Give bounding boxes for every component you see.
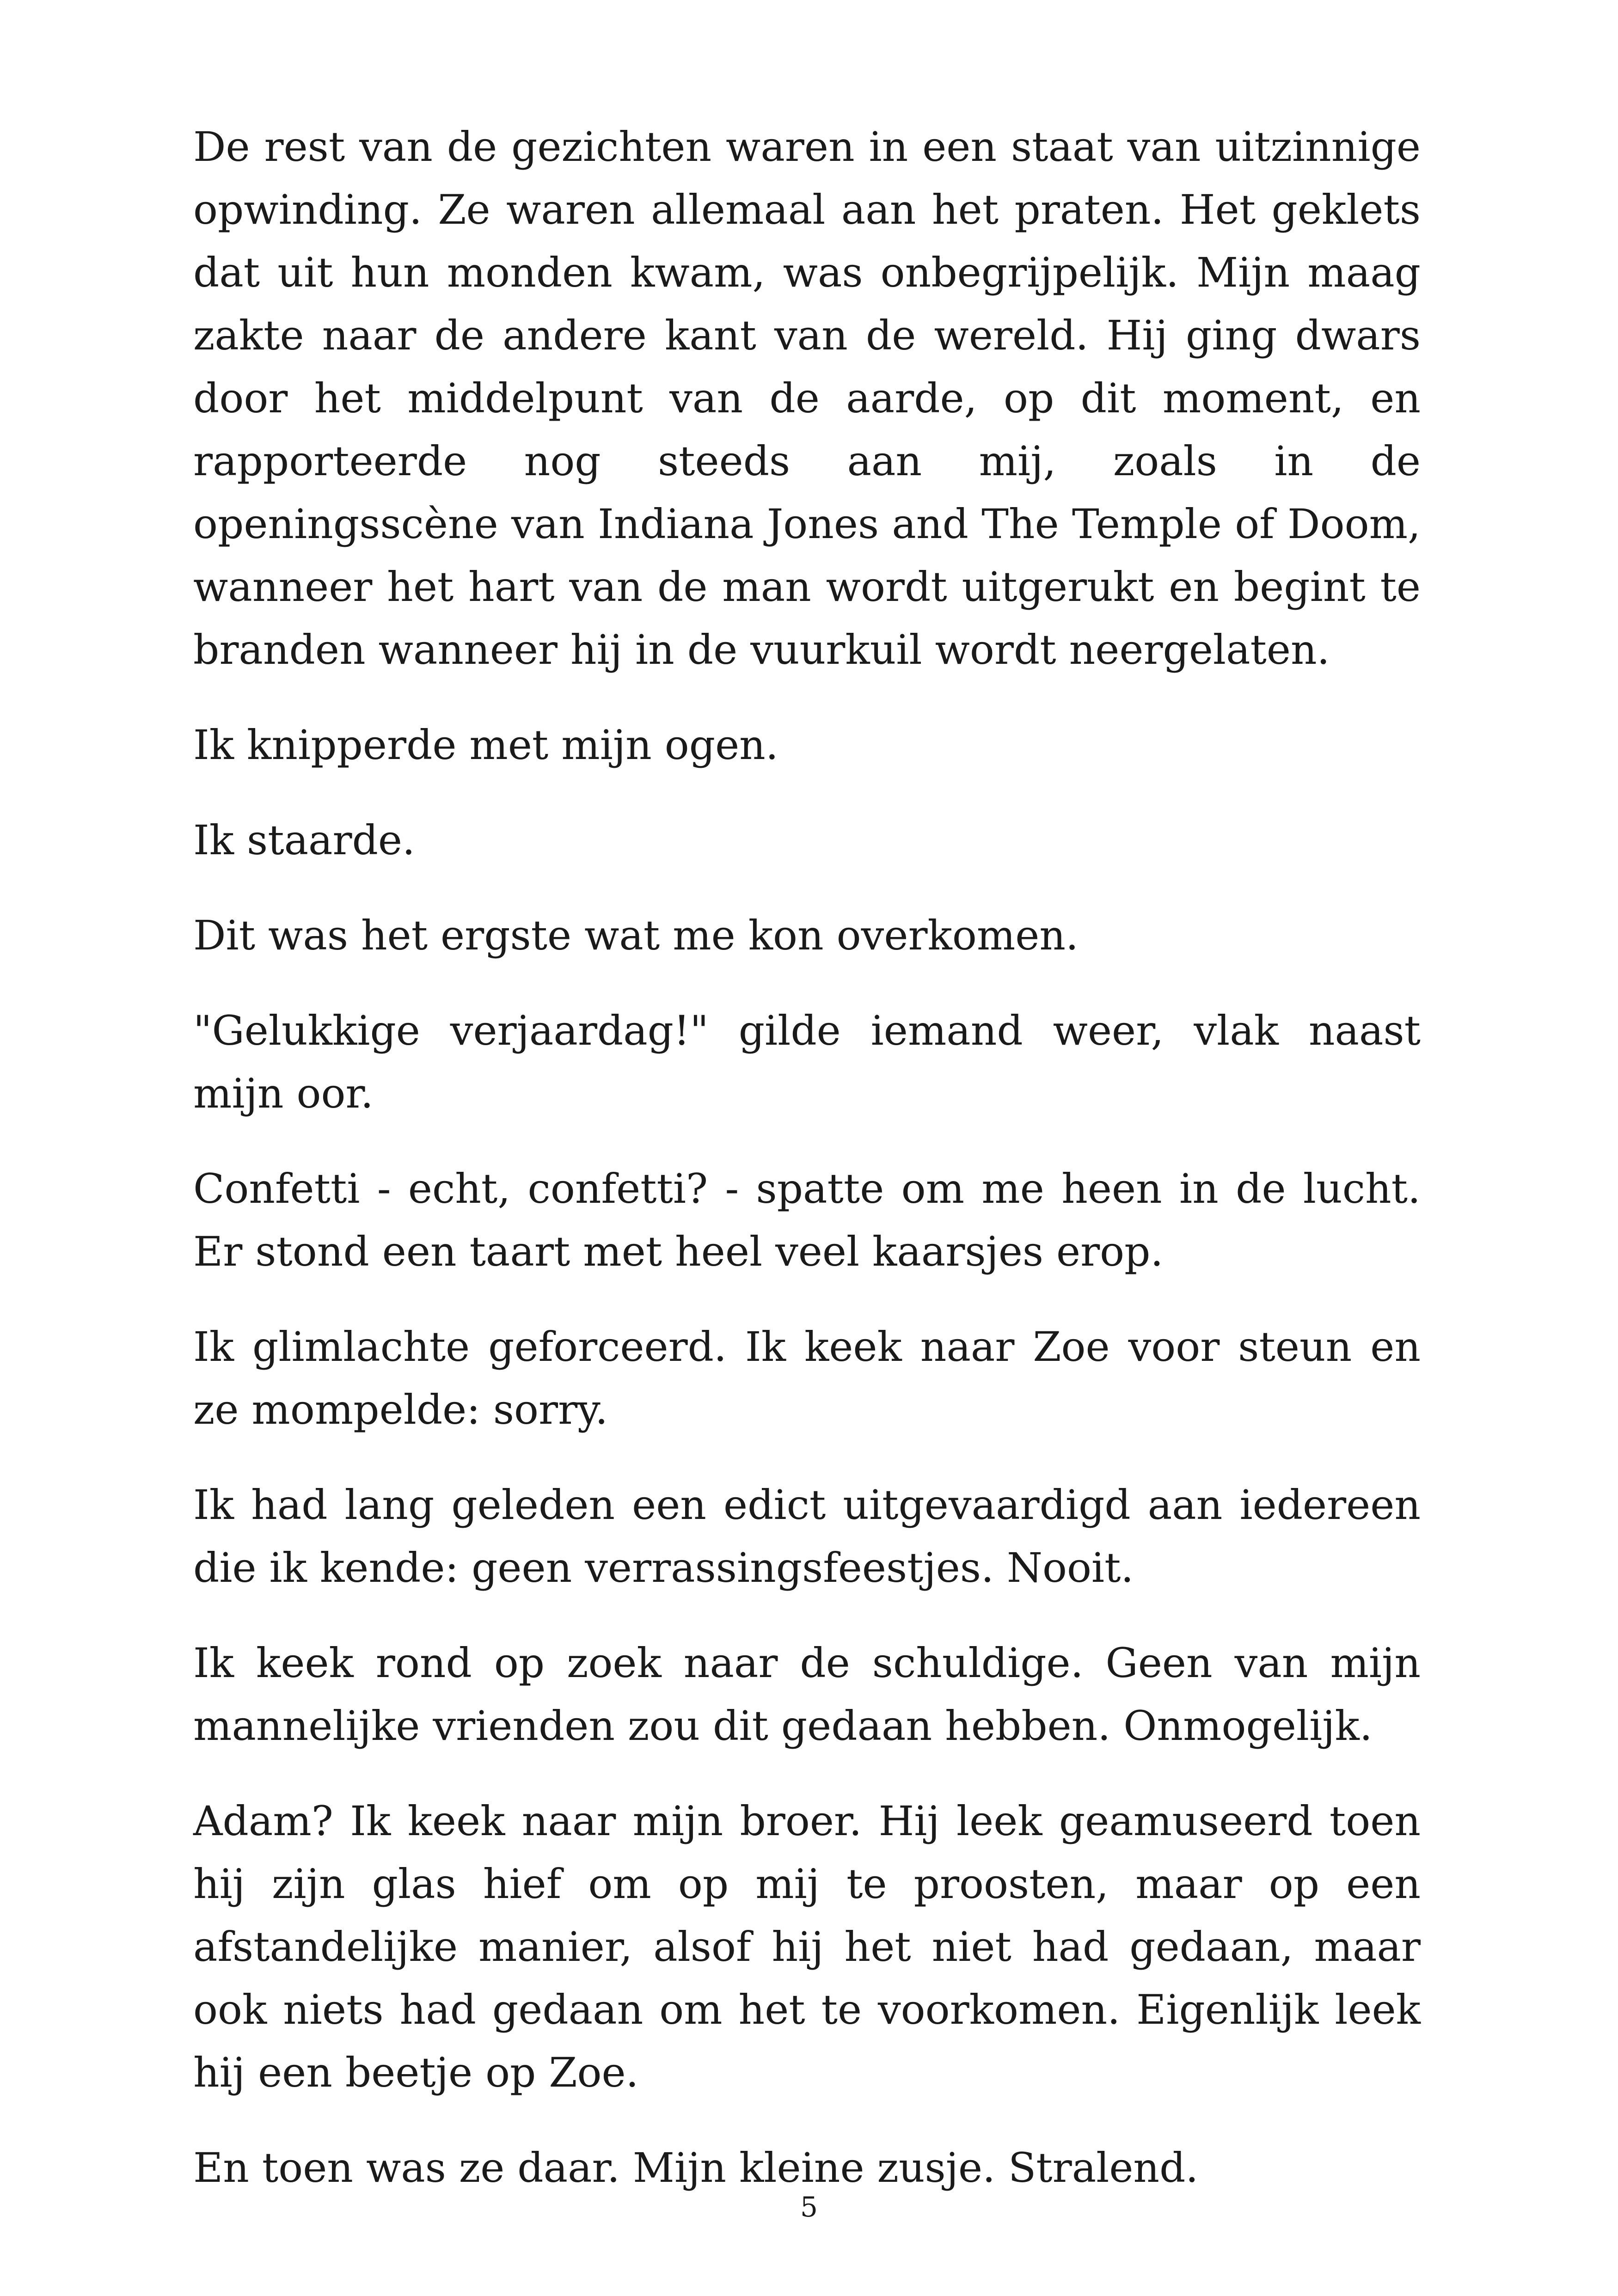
paragraph: "Gelukkige verjaardag!" gilde iemand weer, vlak naast mijn oor. xyxy=(193,1007,1421,1117)
paragraph: Ik keek rond op zoek naar de schuldige. Geen van mijn mannelijke vrienden zou dit gedaan hebben. Onmogelijk. xyxy=(193,1639,1421,1750)
paragraph: Adam? Ik keek naar mijn broer. Hij leek geamuseerd toen hij zijn glas hief om op mij te proosten, maar op een afstandelijke manier, alsof hij het niet had gedaan, maar ook niets had gedaan om het te voorkomen. Eigenlijk leek hij een beetje op Zoe. xyxy=(193,1797,1421,2096)
paragraph: Ik glimlachte geforceerd. Ik keek naar Zoe voor steun en ze mompelde: sorry. xyxy=(193,1323,1421,1433)
paragraph: Confetti - echt, confetti? - spatte om me heen in de lucht. Er stond een taart met heel veel kaarsjes erop. xyxy=(193,1165,1421,1275)
paragraph: Dit was het ergste wat me kon overkomen. xyxy=(193,912,1079,959)
page-body xyxy=(193,116,1421,2232)
paragraph: Ik knipperde met mijn ogen. xyxy=(193,721,778,769)
paragraph: De rest van de gezichten waren in een staat van uitzinnige opwinding. Ze waren allemaal aan het praten. Het geklets dat uit hun monden kwam, was onbegrijpelijk. Mijn maag zakte naar de andere kant van de wereld. Hij ging dwars door het middelpunt van de aarde, op dit moment, en rapporteerde nog steeds aan mij, zoals in de openingsscène van Indiana Jones and The Temple of Doom, wanneer het hart van de man wordt uitgerukt en begint te branden wanneer hij in de vuurkuil wordt neergelaten. xyxy=(193,123,1421,673)
paragraph: Ik staarde. xyxy=(193,816,415,864)
paragraph: En toen was ze daar. Mijn kleine zusje. Stralend. xyxy=(193,2144,1199,2192)
paragraph: Ik had lang geleden een edict uitgevaardigd aan iedereen die ik kende: geen verrassingsfeestjes. Nooit. xyxy=(193,1481,1421,1592)
page-number: 5 xyxy=(800,2191,818,2223)
